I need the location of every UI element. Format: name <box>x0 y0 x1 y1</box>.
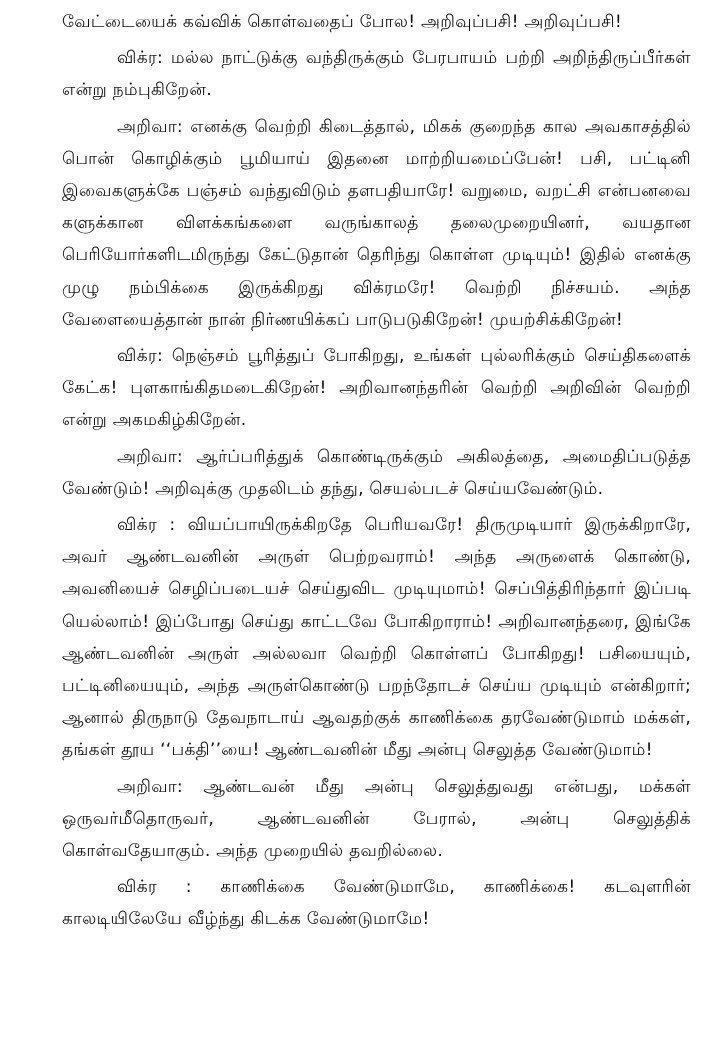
paragraph-vikra-4: விக்ர : காணிக்கை வேண்டுமாமே, காணிக்கை! கடவுளரின் காலடியிலேயே வீழ்ந்து கிடக்க வேண்டுமாமே! <box>62 877 691 930</box>
paragraph-arivaa-3: அறிவா: ஆண்டவன் மீது அன்பு செலுத்துவது என்பது, மக்கள் ஒருவர்மீதொருவர், ஆண்டவனின் பேரால், அன்பு செலுத்திக் கொள்வதேயாகும். அந்த முறையில் தவறில்லை. <box>62 776 691 862</box>
paragraph-continuation: வேட்டையைக் கவ்விக் கொள்வதைப் போல! அறிவுப்பசி! அறிவுப்பசி! <box>62 12 623 32</box>
paragraph-arivaa-1: அறிவா: எனக்கு வெற்றி கிடைத்தால், மிகக் குறைந்த கால அவகாசத்தில் பொன் கொழிக்கும் பூமியாய் இதனை மாற்றியமைப்பேன்! பசி, பட்டினி இவைகளுக்கே பஞ்சம் வந்துவிடும் தளபதியாரே! வறுமை, வறட்சி என்பனவை களுக்கான விளக்கங்களை வருங்காலத் தலைமுறையினர், வயதான பெரியோர்களிடமிருந்து கேட்டுதான் தெரிந்து கொள்ள முடியும்! இதில் எனக்கு முழு நம்பிக்கை இருக்கிறது விக்ரமரே! வெற்றி நிச்சயம். அந்த வேளையைத்தான் நான் நிர்ணயிக்கப் பாடுபடுகிறேன்! முயற்சிக்கிறேன்! <box>62 116 691 330</box>
paragraph-vikra-1: விக்ர: மல்ல நாட்டுக்கு வந்திருக்கும் பேரபாயம் பற்றி அறிந்திருப்பீர்கள் என்று நம்புகிறேன். <box>62 48 691 101</box>
paragraph-vikra-2: விக்ர: நெஞ்சம் பூரித்துப் போகிறது, உங்கள் புல்லரிக்கும் செய்திகளைக் கேட்க! புளகாங்கிதமடைகிறேன்! அறிவானந்தரின் வெற்றி அறிவின் வெற்றி என்று அகமகிழ்கிறேன். <box>62 346 691 431</box>
paragraph-arivaa-2: அறிவா: ஆர்ப்பரித்துக் கொண்டிருக்கும் அகிலத்தை, அமைதிப்படுத்த வேண்டும்! அறிவுக்கு முதலிடம் தந்து, செயல்படச் செய்யவேண்டும். <box>62 446 691 499</box>
paragraph-vikra-3: விக்ர : வியப்பாயிருக்கிறதே பெரியவரே! திருமுடியார் இருக்கிறாரே, அவர் ஆண்டவனின் அருள் பெற்றவராம்! அந்த அருளைக் கொண்டு, அவனியைச் செழிப்படையச் செய்துவிட முடியுமாம்! செப்பித்திரிந்தார் இப்படி யெல்லாம்! இப்போது செய்து காட்டவே போகிறாராம்! அறிவானந்தரை, இங்கே ஆண்டவனின் அருள் அல்லவா வெற்றி கொள்ளப் போகிறது! பசியையும், பட்டினியையும், அந்த அருள்கொண்டு பறந்தோடச் செய்ய முடியும் என்கிறார்; ஆனால் திருநாடு தேவநாடாய் ஆவதற்குக் காணிக்கை தரவேண்டுமாம் மக்கள், தங்கள் தூய ‘‘பக்தி’’யை! ஆண்டவனின் மீது அன்பு செலுத்த வேண்டுமாம்! <box>62 515 691 761</box>
